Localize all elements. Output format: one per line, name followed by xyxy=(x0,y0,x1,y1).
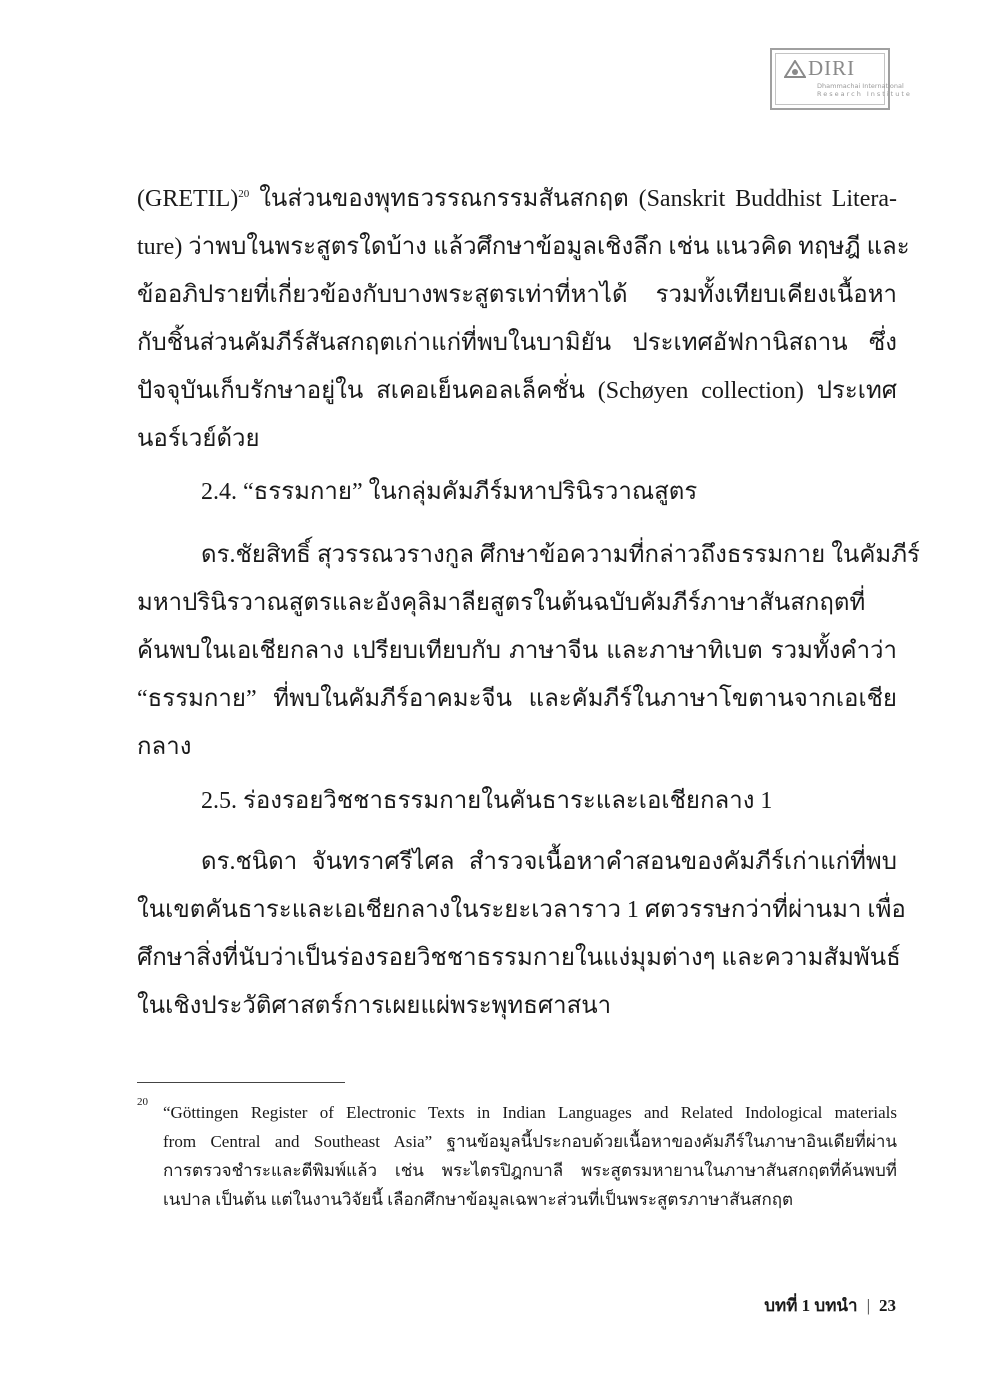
chapter-label: บทที่ 1 บทนำ xyxy=(764,1296,858,1315)
footnote-number: 20 xyxy=(137,1096,148,1108)
section-2-4-line1: ดร.ชัยสิทธิ์ สุวรรณวรางกูล ศึกษาข้อความที่กล่าวถึงธรรมกาย ในคัมภีร์ xyxy=(201,542,920,568)
section-2-4-line4: “ธรรมกาย” ที่พบในคัมภีร์อาคมะจีน และคัมภีร์ในภาษาโขตานจากเอเชีย xyxy=(137,686,897,712)
triangle-emblem-icon xyxy=(784,60,806,78)
section-2-5-line4: ในเชิงประวัติศาสตร์การเผยแผ่พระพุทธศาสนา xyxy=(137,993,612,1019)
para1-line2: ture) ว่าพบในพระสูตรใดบ้าง แล้วศึกษาข้อมูลเชิงลึก เช่น แนวคิด ทฤษฎี และ xyxy=(137,234,910,260)
section-2-5-line1: ดร.ชนิดา จันทราศรีไศล สำรวจเนื้อหาคำสอนของคัมภีร์เก่าแก่ที่พบ xyxy=(201,849,897,875)
footnote-line1: “Göttingen Register of Electronic Texts in Indian Languages and Related Indological materials xyxy=(163,1103,897,1122)
logo-subtitle-line1: Dhammachai International xyxy=(817,82,904,90)
page-number: 23 xyxy=(879,1296,896,1315)
logo-subtitle xyxy=(817,82,912,98)
footnote-line3: การตรวจชำระและตีพิมพ์แล้ว เช่น พระไตรปิฎกบาลี พระสูตรมหายานในภาษาสันสกฤตที่ค้นพบที่ xyxy=(163,1161,897,1180)
para1-line1-end: ในส่วนของพุทธวรรณกรรมสันสกฤต (Sanskrit Buddhist Litera- xyxy=(249,186,897,212)
footnote-divider xyxy=(137,1082,345,1083)
section-2-4-line5: กลาง xyxy=(137,734,192,760)
footnote-ref-20: 20 xyxy=(238,188,250,200)
footer-separator: | xyxy=(866,1296,870,1315)
section-2-5-line3: ศึกษาสิ่งที่นับว่าเป็นร่องรอยวิชชาธรรมกายในแง่มุมต่างๆ และความสัมพันธ์ xyxy=(137,945,901,971)
footnote-line4: เนปาล เป็นต้น แต่ในงานวิจัยนี้ เลือกศึกษาข้อมูลเฉพาะส่วนที่เป็นพระสูตรภาษาสันสกฤต xyxy=(163,1190,794,1209)
para1-line4: กับชิ้นส่วนคัมภีร์สันสกฤตเก่าแก่ที่พบในบามิยัน ประเทศอัฟกานิสถาน ซึ่ง xyxy=(137,330,897,356)
logo-subtitle-line2: Research Institute xyxy=(817,90,912,98)
para1-line1 xyxy=(137,182,897,216)
para1-line5: ปัจจุบันเก็บรักษาอยู่ใน สเคอเย็นคอลเล็คชั่น (Schøyen collection) ประเทศ xyxy=(137,378,897,404)
section-2-4-line2: มหาปรินิรวาณสูตรและอังคุลิมาลียสูตรในต้นฉบับคัมภีร์ภาษาสันสกฤตที่ xyxy=(137,590,866,616)
para1-line1-start: (GRETIL) xyxy=(137,186,239,212)
logo-wordmark: DIRI xyxy=(808,56,856,80)
section-2-5-line2: ในเขตคันธาระและเอเชียกลางในระยะเวลาราว 1 ศตวรรษกว่าที่ผ่านมา เพื่อ xyxy=(137,897,906,923)
section-2-5-heading: 2.5. ร่องรอยวิชชาธรรมกายในคันธาระและเอเชียกลาง 1 xyxy=(201,788,773,814)
footnote-line2: from Central and Southeast Asia” ฐานข้อมูลนี้ประกอบด้วยเนื้อหาของคัมภีร์ในภาษาอินเดียที่ผ่าน xyxy=(163,1132,897,1151)
para1-line6: นอร์เวย์ด้วย xyxy=(137,426,260,452)
section-2-4-heading: 2.4. “ธรรมกาย” ในกลุ่มคัมภีร์มหาปรินิรวาณสูตร xyxy=(201,479,698,505)
page-footer xyxy=(764,1291,896,1321)
diri-logo xyxy=(770,48,912,110)
section-2-4-line3: ค้นพบในเอเชียกลาง เปรียบเทียบกับ ภาษาจีน และภาษาทิเบต รวมทั้งคำว่า xyxy=(137,638,897,664)
para1-line3: ข้ออภิปรายที่เกี่ยวข้องกับบางพระสูตรเท่าที่หาได้ รวมทั้งเทียบเคียงเนื้อหา xyxy=(137,282,897,308)
